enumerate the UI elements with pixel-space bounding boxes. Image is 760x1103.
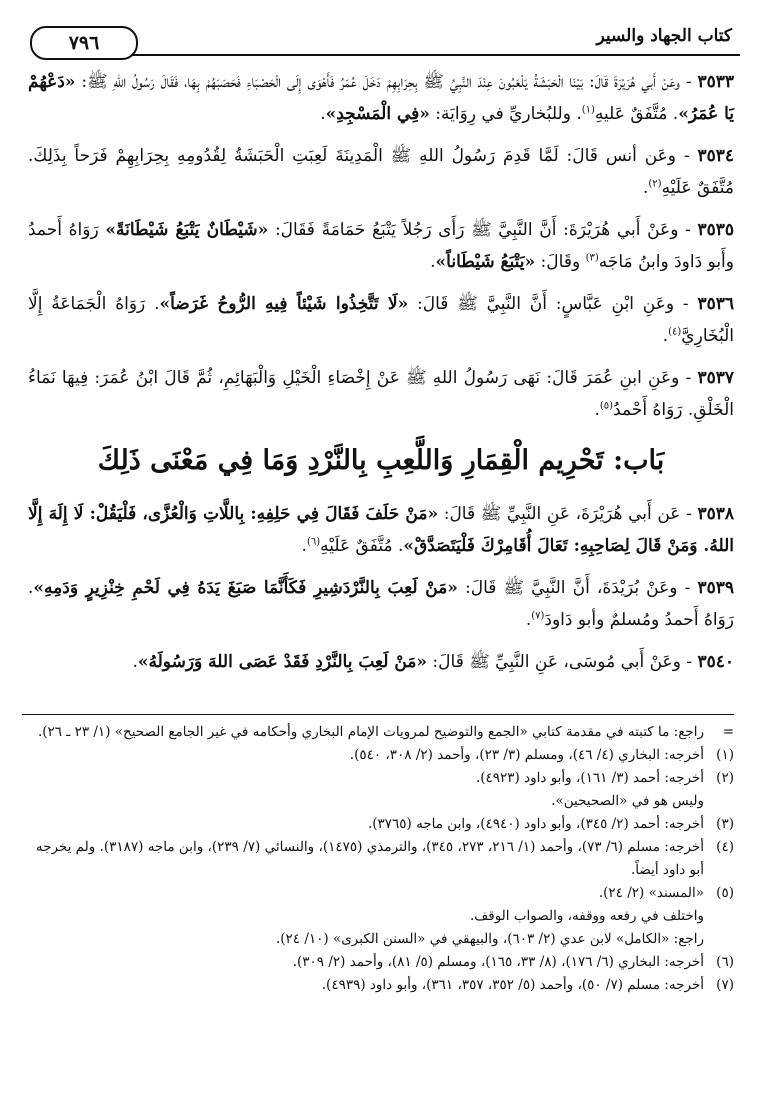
hadith-quote: «دَعْهُمْ يَا عُمَرُ» — [28, 72, 734, 124]
footnote-item — [22, 744, 734, 767]
hadith-number: ٣٥٣٨ — [697, 504, 734, 524]
footnote-text: أخرجه: البخاري (٦/ ١٧٦)، (٨/ ٣٣، ١٦٥)، ومسلم (٥/ ٨١)، وأحمد (٢/ ٣٠٩). — [292, 954, 704, 970]
footnote-item — [22, 928, 734, 951]
hadith-3536: ٣٥٣٦ - وعَنِ ابْنِ عَبَّاسٍ: أَنَّ النَّبِيَّ ﷺ قَالَ: «لَا تَتَّخِذُوا شَيْئاً فِيهِ الرُّوحُ غَرَضاً». رَوَاهُ الْجَمَاعَةُ إِلَّا الْبُخَارِيَّ$^{(٤)}$. — [28, 294, 734, 346]
hadith-number: ٣٥٣٩ — [697, 578, 734, 598]
footnote-marker: (٢) — [716, 770, 734, 786]
footnote-item — [22, 905, 734, 928]
header-rule — [128, 54, 740, 56]
hadith-source: رَوَاهُ أَحمدُ وأَبو دَاودَ وابنُ مَاجَه — [28, 220, 734, 272]
hadith-intro: - وعَن أنس قَالَ: لَمَّا قَدِمَ رَسُولُ اللهِ ﷺ الْمَدِينَةَ لَعِبَتِ الْحَبَشَةُ لِقُدُومِهِ بِحِرَابِهِمْ فَرَحاً بِذَلِكَ. مُتَّفَقٌ عَلَيْهِ — [28, 146, 734, 198]
hadith-quote: «يَتْبَعُ شَيْطَاناً» — [435, 252, 536, 272]
hadith-source: . مُتَّفَقٌ عَلَيْهِ — [320, 536, 404, 556]
hadith-intro: - وعَنِ ابْنِ عَبَّاسٍ: أَنَّ النَّبِيَّ ﷺ قَالَ: — [408, 294, 689, 314]
hadith-quote: «مَنْ لَعِبَ بِالنَّرْدَشِيرِ فَكَأَنَّمَا صَبَغَ يَدَهُ فِي لَحْمِ خِنْزِيرٍ وَدَمِهِ» — [33, 578, 458, 598]
hadith-number: ٣٥٣٦ — [697, 294, 734, 314]
footnote-ref[interactable]: (٦) — [306, 536, 321, 548]
hadith-quote: «شَيْطَانٌ يَتْبَعُ شَيْطَانَةً» — [105, 220, 269, 240]
footnote-marker: (٧) — [716, 977, 734, 993]
hadith-quote: «لَا تَتَّخِذُوا شَيْئاً فِيهِ الرُّوحُ غَرَضاً» — [159, 294, 409, 314]
hadith-intro: - وعَنْ أَبي مُوسَى، عَنِ النَّبِيِّ ﷺ قَالَ: — [427, 652, 693, 672]
footnote-marker: = — [722, 724, 734, 740]
running-title: كتاب الجهاد والسير — [596, 26, 732, 46]
footnote-ref[interactable]: (١) — [581, 104, 595, 116]
footnote-item — [22, 882, 734, 905]
footnote-text: أخرجه: مسلم (٧/ ٥٠)، وأحمد (٥/ ٣٥٢، ٣٥٧، ٣٦١)، وأبو داود (٤٩٣٩). — [321, 977, 704, 993]
chapter-title: بَاب: تَحْرِيم الْقِمَارِ وَاللَّعِبِ بِالنَّرْدِ وَمَا فِي مَعْنَى ذَلِكَ — [97, 445, 665, 476]
footnote-text: واختلف في رفعه ووقفه، والصواب الوقف. — [469, 908, 704, 924]
hadith-3535: ٣٥٣٥ - وعَنْ أَبي هُرَيْرَةَ: أَنَّ النَّبِيَّ ﷺ رَأَى رَجُلاً يَتْبَعُ حَمَامَةً فَقَالَ: «شَيْطَانٌ يَتْبَعُ شَيْطَانَةً» رَوَاهُ أَحمدُ وأَبو دَاودَ وابنُ مَاجَه$^{(٣)}$ وقَالَ: «يَتْبَعُ شَيْطَاناً». — [28, 220, 734, 272]
footnote-marker: (٦) — [716, 954, 734, 970]
page-header — [28, 22, 740, 62]
hadith-quote: «فِي الْمَسْجِدِ» — [325, 104, 430, 124]
footnote-item — [22, 951, 734, 974]
footnote-text: وليس هو في «الصحيحين». — [551, 793, 704, 809]
footnote-marker: (٤) — [716, 839, 734, 855]
footnote-item — [22, 790, 734, 813]
footnote-text: راجع: «الكامل» لابن عدي (٢/ ٦٠٣)، والبيهقي في «السنن الكبرى» (١٠/ ٢٤). — [275, 931, 704, 947]
hadith-narration: وقَالَ: — [535, 252, 586, 272]
footnote-ref[interactable]: (٥) — [599, 400, 614, 412]
hadith-number: ٣٥٤٠ — [697, 652, 734, 672]
footnote-text: أخرجه: أحمد (٢/ ٣٤٥)، وأبو داود (٤٩٤٠)، وابن ماجه (٣٧٦٥). — [367, 816, 704, 832]
hadith-source: . رَوَاهُ أَحمدُ ومُسلمٌ وأبو دَاودَ — [28, 578, 734, 630]
footnote-marker: (٥) — [716, 885, 734, 901]
footnote-item — [22, 836, 734, 882]
footnote-text: راجع: ما كتبته في مقدمة كتابي «الجمع والتوضيح لمرويات الإمام البخاري وأحكامه في غير الجامع الصحيح» (١/ ٢٣ ـ ٢٦). — [37, 724, 704, 740]
footnote-ref[interactable]: (٧) — [531, 610, 545, 622]
main-text — [28, 66, 734, 688]
hadith-number: ٣٥٣٤ — [697, 146, 734, 166]
hadith-intro: - عَن أَبي هُرَيْرَةَ، عَنِ النَّبِيِّ ﷺ قَالَ: — [438, 504, 692, 524]
footnote-text: أخرجه: أحمد (٣/ ١٦١)، وأبو داود (٤٩٢٣). — [475, 770, 704, 786]
hadith-3540: ٣٥٤٠ - وعَنْ أَبي مُوسَى، عَنِ النَّبِيِّ ﷺ قَالَ: «مَنْ لَعِبَ بِالنَّرْدِ فَقَدْ عَصَى اللهَ وَرَسُولَهُ». — [132, 652, 734, 672]
hadith-intro: - وعَنْ بُرَيْدَةَ، أَنَّ النَّبِيَّ ﷺ قَالَ: — [457, 578, 691, 598]
footnote-item — [22, 767, 734, 790]
footnote-marker: (١) — [716, 747, 734, 763]
hadith-3533: ٣٥٣٣ - وعَنْ أَبي هُرَيْرَةَ قَالَ: بَيْنَا الْحَبَشَةُ يَلْعَبُونَ عِنْدَ النَّبِيِّ ﷺ بِحِرَابِهِمْ دَخَلَ عُمَرُ فَأَهْوَى إِلَى الْحَصْبَاءِ فَحَصَبَهُمْ بِهَا، فَقَالَ رَسُولُ اللهِ ﷺ: «دَعْهُمْ يَا عُمَرُ». مُتَّفَقٌ عَليهِ$^{(١)}$. وللبُخاريِّ في رِوَايَة: «فِي الْمَسْجِدِ». — [28, 72, 735, 124]
footnote-item — [22, 721, 734, 744]
hadith-intro: - وعَنْ أَبي هُرَيْرَةَ: أَنَّ النَّبِيَّ ﷺ رَأَى رَجُلاً يَتْبَعُ حَمَامَةً فَقَالَ: — [268, 220, 691, 240]
hadith-3534: ٣٥٣٤ - وعَن أنس قَالَ: لَمَّا قَدِمَ رَسُولُ اللهِ ﷺ الْمَدِينَةَ لَعِبَتِ الْحَبَشَةُ لِقُدُومِهِ بِحِرَابِهِمْ فَرَحاً بِذَلِكَ. مُتَّفَقٌ عَلَيْهِ$^{(٢)}$. — [28, 146, 734, 198]
hadith-quote: «مَنْ حَلَفَ فَقَالَ فِي حَلِفِهِ: بِاللَّاتِ وَالْعُزَّى، فَلْيَقُلْ: لَا إِلَهَ إِلَّا اللهُ. وَمَنْ قَالَ لِصَاحِبِهِ: تَعَالَ أُقَامِرْكَ فَلْيَتَصَدَّقْ» — [28, 504, 734, 556]
footnote-marker: (٣) — [716, 816, 734, 832]
footnote-text: «المسند» (٢/ ٢٤). — [598, 885, 704, 901]
hadith-number: ٣٥٣٧ — [697, 368, 735, 388]
hadith-intro: - وعَنْ أَبي هُرَيْرَةَ قَالَ: بَيْنَا الْحَبَشَةُ يَلْعَبُونَ عِنْدَ النَّبِيِّ ﷺ بِحِرَابِهِمْ دَخَلَ عُمَرُ فَأَهْوَى إِلَى الْحَصْبَاءِ فَحَصَبَهُمْ بِهَا، فَقَالَ رَسُولُ اللهِ ﷺ: — [75, 72, 692, 92]
hadith-narration: . وللبُخاريِّ في رِوَايَة: — [429, 104, 582, 124]
footnotes — [22, 714, 734, 997]
footnote-text: أخرجه: البخاري (٤/ ٤٦)، ومسلم (٣/ ٢٣)، وأحمد (٢/ ٣٠٨، ٥٤٠). — [349, 747, 704, 763]
hadith-quote: «مَنْ لَعِبَ بِالنَّرْدِ فَقَدْ عَصَى اللهَ وَرَسُولَهُ» — [137, 652, 428, 672]
footnote-item — [22, 974, 734, 997]
hadith-3537: ٣٥٣٧ - وعَنِ ابنِ عُمَرَ قَالَ: نَهَى رَسُولُ اللهِ ﷺ عَنْ إِخْصَاءِ الْخَيْلِ وَالْبَهَائِمِ، ثُمَّ قَالَ ابْنُ عُمَرَ: فِيهَا نَمَاءُ الْخَلْقِ. رَوَاهُ أَحْمدُ$^{(٥)}$. — [28, 368, 735, 420]
footnote-text: أخرجه: مسلم (٦/ ٧٣)، وأحمد (١/ ٢١٦، ٢٧٣، ٣٤٥)، والترمذي (١٤٧٥)، والنسائي (٧/ ٢٣٩)، وابن ماجه (٣١٨٧). ولم يخرجه أبو داود أيضاً. — [35, 839, 704, 878]
footnote-ref[interactable]: (٢) — [648, 178, 662, 190]
hadith-3539: ٣٥٣٩ - وعَنْ بُرَيْدَةَ، أَنَّ النَّبِيَّ ﷺ قَالَ: «مَنْ لَعِبَ بِالنَّرْدَشِيرِ فَكَأَنَّمَا صَبَغَ يَدَهُ فِي لَحْمِ خِنْزِيرٍ وَدَمِهِ». رَوَاهُ أَحمدُ ومُسلمٌ وأبو دَاودَ$^{(٧)}$. — [28, 578, 734, 630]
footnote-item — [22, 813, 734, 836]
hadith-3538: ٣٥٣٨ - عَن أَبي هُرَيْرَةَ، عَنِ النَّبِيِّ ﷺ قَالَ: «مَنْ حَلَفَ فَقَالَ فِي حَلِفِهِ: بِاللَّاتِ وَالْعُزَّى، فَلْيَقُلْ: لَا إِلَهَ إِلَّا اللهُ. وَمَنْ قَالَ لِصَاحِبِهِ: تَعَالَ أُقَامِرْكَ فَلْيَتَصَدَّقْ». مُتَّفَقٌ عَلَيْهِ$^{(٦)}$. — [28, 504, 734, 556]
hadith-intro: - وعَنِ ابنِ عُمَرَ قَالَ: نَهَى رَسُولُ اللهِ ﷺ عَنْ إِخْصَاءِ الْخَيْلِ وَالْبَهَائِمِ، ثُمَّ قَالَ ابْنُ عُمَرَ: فِيهَا نَمَاءُ الْخَلْقِ. رَوَاهُ أَحْمدُ — [28, 368, 734, 420]
hadith-source: . رَوَاهُ الْجَمَاعَةُ إِلَّا الْبُخَارِيَّ — [28, 294, 734, 346]
page-number: ٧٩٦ — [30, 26, 138, 60]
footnote-ref[interactable]: (٣) — [585, 252, 599, 264]
footnote-ref[interactable]: (٤) — [668, 326, 682, 338]
hadith-source: . مُتَّفَقٌ عَليهِ — [594, 104, 679, 124]
hadith-number: ٣٥٣٥ — [697, 220, 734, 240]
hadith-number: ٣٥٣٣ — [697, 72, 735, 92]
